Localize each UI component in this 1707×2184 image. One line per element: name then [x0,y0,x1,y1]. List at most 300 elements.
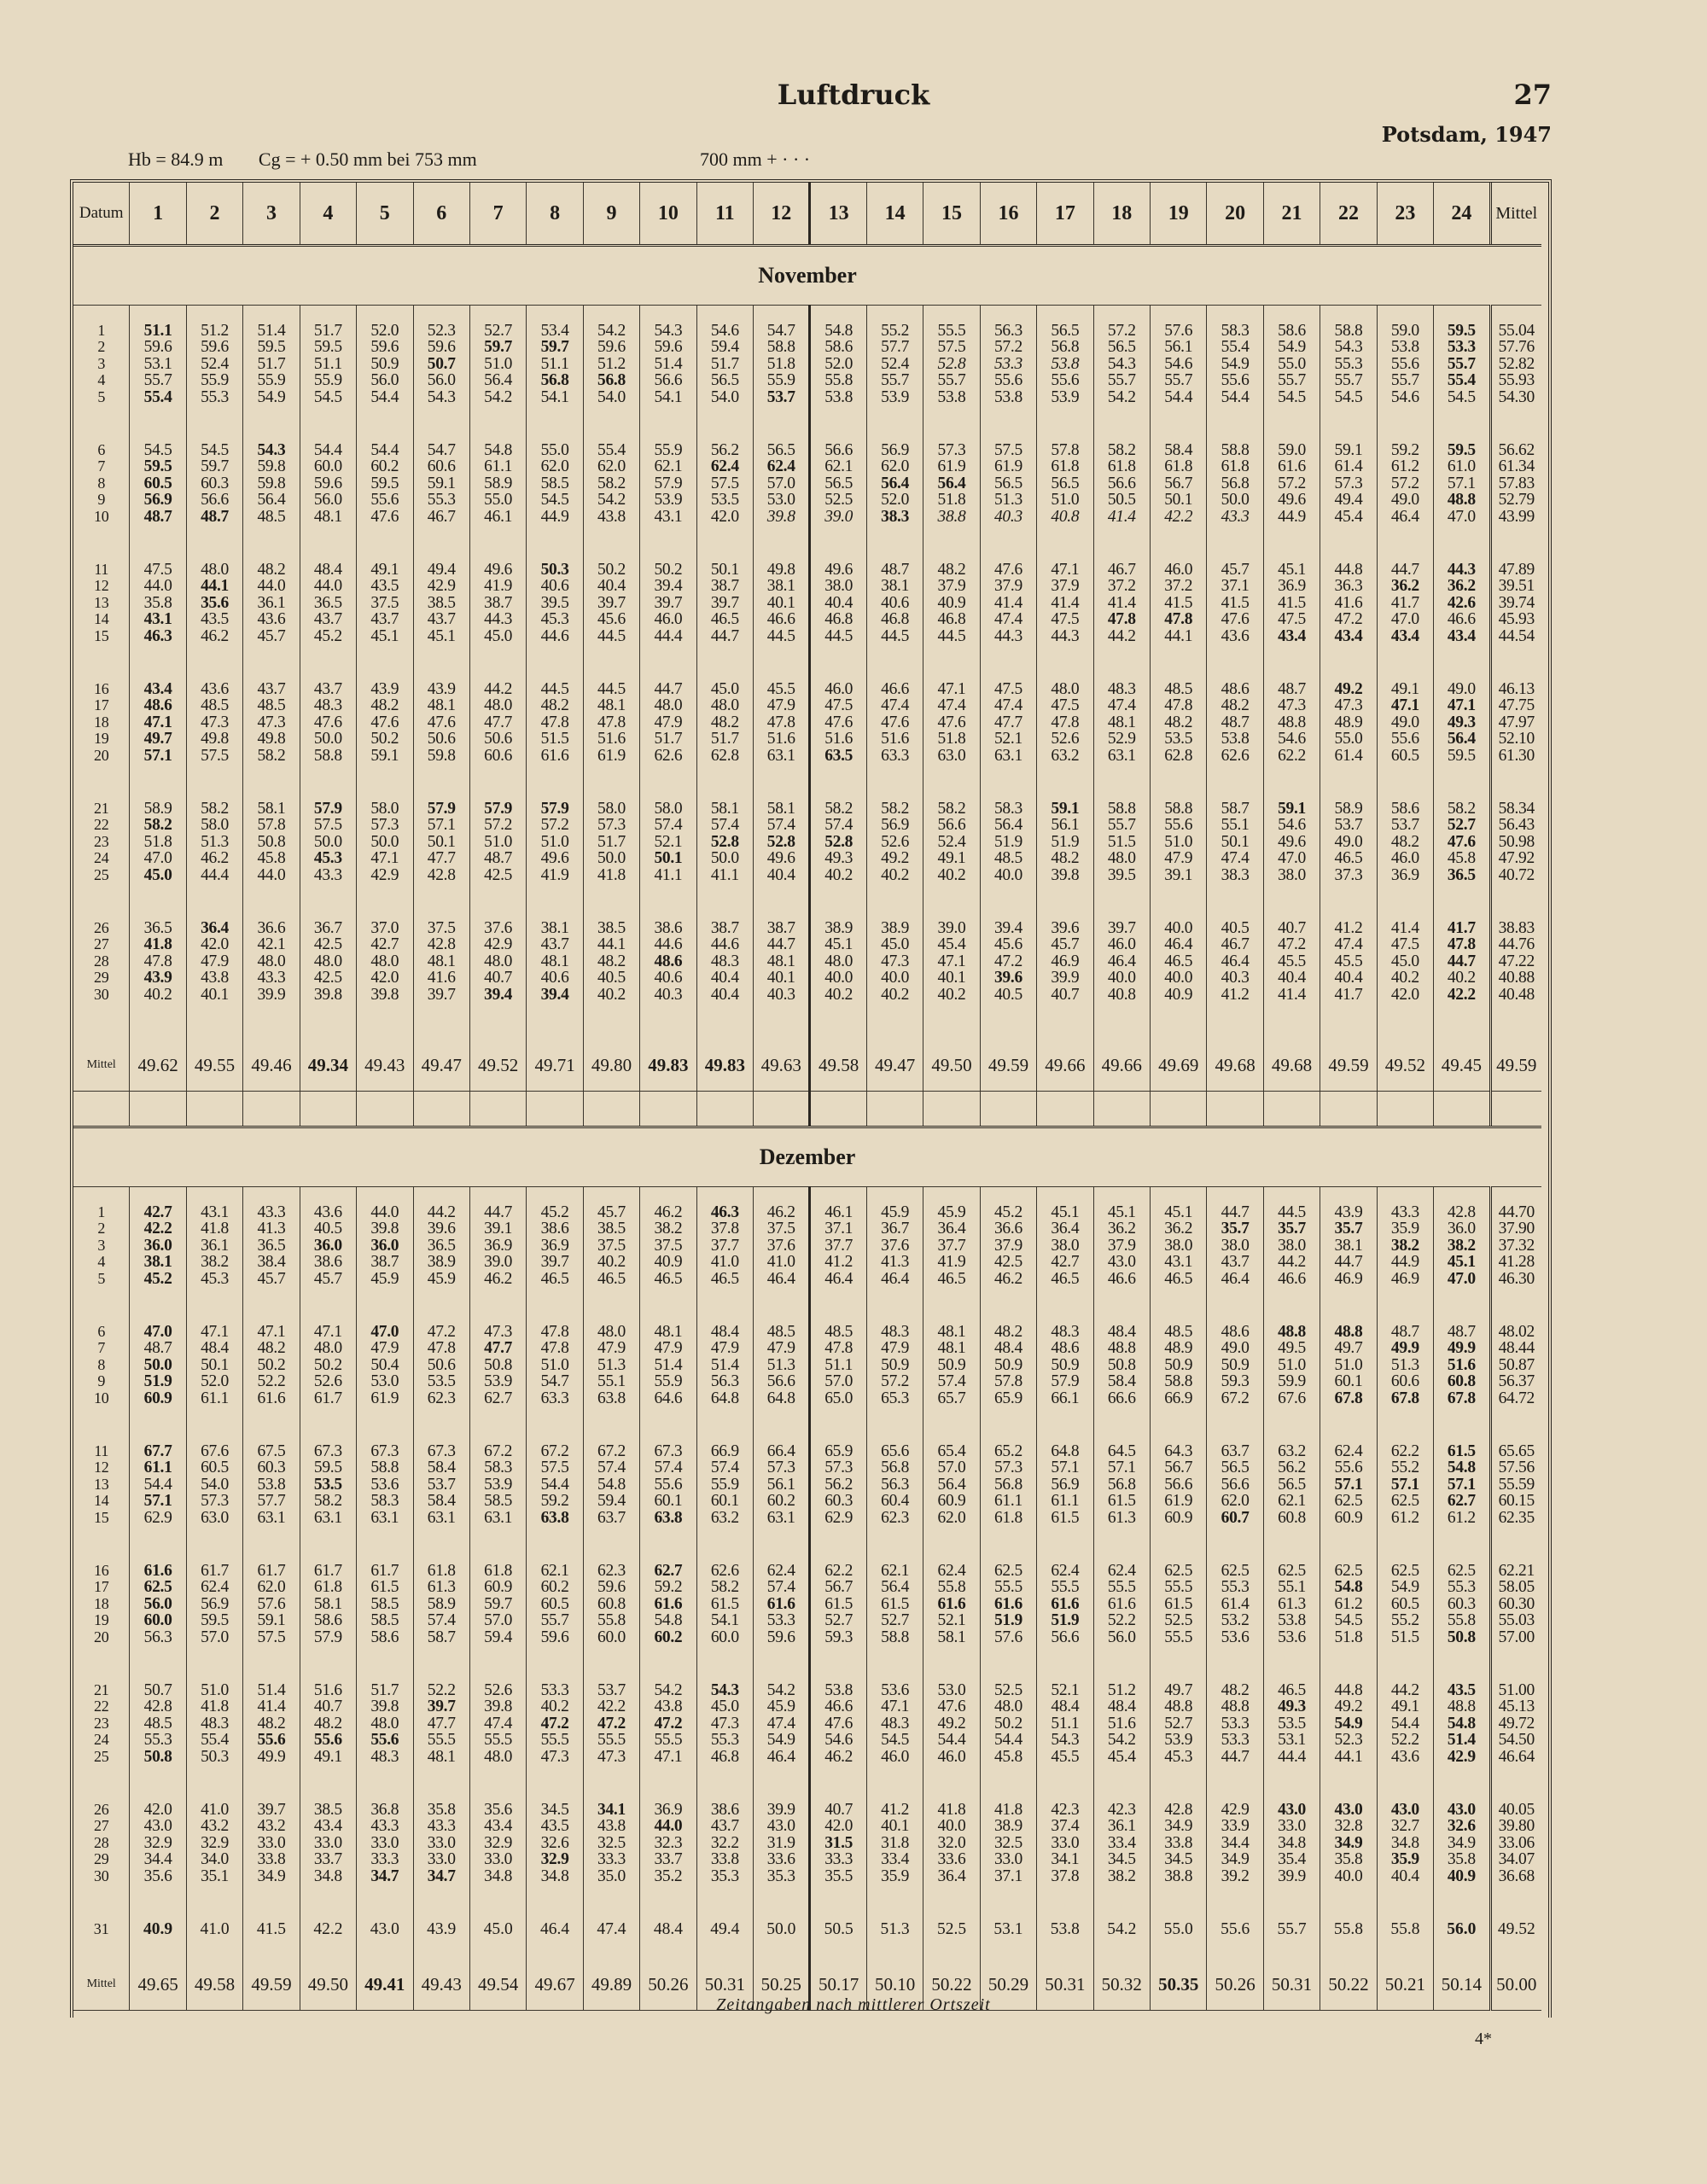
day-number: 6 [97,441,106,458]
hourly-value-cell [923,323,980,442]
daily-mean: 39.80 [1498,1817,1535,1836]
pressure-value: 34.1 [597,1801,626,1819]
hourly-value-cell [754,920,810,1040]
pressure-value: 54.1 [540,387,569,406]
pressure-value: 40.0 [1334,1867,1363,1885]
pressure-value: 43.2 [201,1817,229,1836]
pressure-value: 47.2 [993,952,1022,970]
pressure-value: 55.8 [597,1611,626,1630]
day-numbers [73,920,130,1040]
pressure-value: 43.7 [540,935,569,954]
pressure-value: 43.0 [1334,1801,1363,1819]
pressure-value: 57.3 [370,816,399,835]
pressure-value: 41.2 [881,1801,910,1819]
pressure-value: 50.2 [257,1355,286,1374]
pressure-value: 53.3 [766,1611,795,1630]
pressure-value: 43.6 [257,610,286,629]
pressure-value: 49.6 [1278,832,1307,851]
pressure-value: 62.4 [201,1578,229,1597]
spacer-cell [583,306,639,323]
daily-mean: 62.35 [1498,1508,1535,1527]
pressure-value: 49.3 [1278,1698,1307,1716]
pressure-value: 52.8 [710,832,739,851]
pressure-value: 56.5 [710,371,739,390]
pressure-value: 43.0 [1107,1253,1136,1272]
pressure-value: 65.3 [881,1389,910,1407]
spacer-cell [1263,1187,1320,1205]
spacer-cell [1377,306,1433,323]
pressure-value: 56.6 [201,491,229,510]
spacer-cell [980,1187,1036,1205]
pressure-value: 40.1 [937,969,966,987]
pressure-value: 46.0 [1390,849,1419,868]
pressure-value: 57.1 [1051,1459,1080,1477]
spacer-cell [754,1092,810,1127]
pressure-value: 66.6 [1107,1389,1136,1407]
spacer-cell [1434,1187,1490,1205]
spacer-cell [186,1092,242,1127]
pressure-value: 51.0 [484,832,513,851]
pressure-value: 40.2 [1447,969,1476,987]
hourly-value-cell [640,1802,696,1921]
pressure-value: 44.5 [766,626,795,645]
pressure-value: 45.8 [257,849,286,868]
pressure-value: 37.4 [1051,1817,1080,1836]
hourly-value-cell [1151,1802,1207,1921]
pressure-value: 46.2 [201,849,229,868]
pressure-value: 53.3 [1221,1731,1250,1750]
pressure-value: 47.6 [427,713,456,731]
pressure-value: 51.4 [1447,1731,1476,1750]
spacer-cell [866,1187,923,1205]
pressure-value: 59.6 [597,338,626,357]
hourly-value-cell [1263,801,1320,920]
pressure-value: 56.8 [597,371,626,390]
pressure-value: 50.1 [654,849,683,868]
hourly-value-cell [810,562,866,681]
pressure-value: 56.2 [710,441,739,459]
pressure-value: 43.3 [1390,1203,1419,1221]
hourly-mean: 49.63 [754,1040,810,1092]
hourly-value-cell [186,801,242,920]
pressure-value: 62.9 [143,1508,172,1527]
pressure-value: 39.7 [654,593,683,612]
daily-mean: 52.82 [1498,354,1535,373]
pressure-value: 55.6 [1221,1920,1250,1938]
pressure-value: 58.6 [313,1611,342,1630]
pressure-value: 48.7 [1390,1323,1419,1341]
pressure-value: 55.7 [1164,371,1193,390]
pressure-value: 46.5 [937,1269,966,1288]
hourly-mean: 49.55 [186,1040,242,1092]
pressure-value: 57.3 [824,1459,854,1477]
pressure-value: 41.8 [143,935,172,954]
pressure-value: 33.0 [1051,1833,1080,1852]
pressure-value: 45.1 [1278,561,1307,579]
pressure-value: 58.1 [313,1594,342,1613]
hourly-value-cell [413,1324,469,1443]
spacer-cell [527,1092,583,1127]
pressure-value: 64.8 [766,1389,795,1407]
pressure-value: 48.7 [881,561,910,579]
pressure-value: 57.1 [143,746,172,765]
hourly-value-cell [923,801,980,920]
pressure-value: 60.2 [540,1578,569,1597]
pressure-value: 36.4 [201,919,229,937]
hourly-value-cell [754,1443,810,1563]
pressure-value: 47.8 [1164,696,1193,715]
pressure-value: 43.4 [313,1817,342,1836]
hourly-value-cell [527,323,583,442]
pressure-value: 61.6 [257,1389,286,1407]
hourly-value-cell [1037,1921,1093,1959]
pressure-value: 48.7 [143,1339,172,1358]
daily-mean: 55.03 [1498,1611,1535,1630]
pressure-value: 47.6 [370,713,399,731]
pressure-value: 48.2 [257,1714,286,1733]
pressure-value: 45.3 [540,610,569,629]
pressure-value: 42.2 [1164,507,1193,526]
day-number: 4 [97,371,106,389]
pressure-value: 56.0 [143,1594,172,1613]
spacer-cell [696,1092,753,1127]
daily-mean: 39.74 [1498,593,1535,612]
pressure-value: 43.4 [1390,626,1419,645]
hourly-value-cell [754,681,810,801]
pressure-value: 45.0 [484,626,513,645]
pressure-value: 61.5 [1107,1492,1136,1511]
hourly-value-cell [980,801,1036,920]
hour-header: 11 [696,183,753,246]
pressure-value: 40.2 [881,865,910,884]
pressure-value: 57.0 [937,1459,966,1477]
pressure-value: 60.9 [143,1389,172,1407]
pressure-value: 57.9 [427,800,456,818]
hourly-mean: 49.50 [300,1959,356,2011]
pressure-value: 54.7 [766,322,795,340]
pressure-value: 41.8 [201,1698,229,1716]
pressure-value: 48.0 [313,1339,342,1358]
daily-mean: 54.50 [1498,1731,1535,1750]
pressure-value: 48.4 [653,1920,683,1938]
pressure-value: 51.0 [540,832,569,851]
pressure-value: 47.4 [1334,935,1363,954]
pressure-value: 38.9 [427,1253,456,1272]
pressure-value: 32.5 [993,1833,1022,1852]
pressure-value: 53.1 [993,1920,1023,1938]
pressure-value: 32.0 [937,1833,966,1852]
hour-header: 21 [1263,183,1320,246]
pressure-value: 41.3 [881,1253,910,1272]
pressure-value: 58.9 [484,474,513,492]
pressure-value: 55.8 [1333,1920,1364,1938]
pressure-value: 57.4 [710,816,739,835]
daily-mean: 48.02 [1498,1323,1535,1341]
hour-header: 8 [527,183,583,246]
hourly-value-cell [866,1324,923,1443]
pressure-value: 56.6 [824,441,854,459]
pressure-value: 59.2 [654,1578,683,1597]
hourly-value-cell [923,1563,980,1682]
pressure-value: 31.5 [824,1833,854,1852]
hourly-value-cell [243,1443,300,1563]
hourly-mean: 50.26 [640,1959,696,2011]
pressure-value: 36.2 [1164,1220,1193,1238]
pressure-value: 47.1 [201,1323,229,1341]
spacer-cell [640,306,696,323]
hourly-value-cell [1377,1682,1433,1802]
pressure-value: 47.1 [937,680,966,698]
pressure-value: 45.9 [766,1698,795,1716]
pressure-value: 38.8 [937,507,966,526]
pressure-value: 56.9 [143,491,172,510]
pressure-value: 44.1 [1334,1747,1363,1766]
daily-mean: 45.93 [1498,610,1535,629]
pressure-value: 51.7 [370,1681,399,1699]
pressure-value: 50.7 [143,1681,172,1699]
pressure-value: 47.1 [654,1747,683,1766]
hour-header: 5 [357,183,413,246]
pressure-value: 62.0 [1221,1492,1250,1511]
pressure-value: 40.2 [1390,969,1419,987]
hourly-value-cell [866,323,923,442]
pressure-value: 56.6 [1164,1475,1193,1494]
pressure-value: 50.5 [1107,491,1136,510]
hourly-value-cell [469,1921,526,1959]
pressure-value: 32.2 [710,1833,739,1852]
pressure-value: 48.2 [1221,1681,1250,1699]
pressure-value: 46.0 [1107,935,1136,954]
spacer-cell [357,306,413,323]
pressure-value: 42.7 [143,1203,172,1221]
pressure-value: 57.0 [824,1372,854,1391]
hourly-value-cell [923,681,980,801]
pressure-value: 60.0 [313,457,342,476]
pressure-value: 58.2 [201,800,229,818]
daily-mean: 58.34 [1498,800,1535,818]
pressure-value: 46.6 [824,1698,854,1716]
pressure-value: 55.9 [710,1475,739,1494]
daily-mean: 37.90 [1498,1220,1535,1238]
pressure-value: 56.7 [1164,1459,1193,1477]
pressure-value: 38.6 [313,1253,342,1272]
pressure-value: 39.7 [427,1698,456,1716]
pressure-value: 49.0 [1447,680,1476,698]
hourly-value-cell [696,1443,753,1563]
pressure-value: 50.9 [370,354,399,373]
pressure-value: 51.8 [937,491,966,510]
pressure-value: 40.7 [1051,985,1080,1004]
hourly-value-cell [754,562,810,681]
pressure-value: 52.7 [1164,1714,1193,1733]
pressure-value: 48.1 [937,1323,966,1341]
pressure-value: 41.9 [937,1253,966,1272]
pressure-value: 55.6 [313,1731,342,1750]
day-number: 22 [94,816,109,834]
pressure-value: 44.4 [201,865,229,884]
pressure-value: 36.9 [540,1236,569,1255]
pressure-value: 53.9 [881,387,910,406]
pressure-value: 46.0 [1164,561,1193,579]
pressure-value: 62.1 [881,1562,910,1580]
hourly-value-cell [357,442,413,562]
pressure-value: 44.5 [540,680,569,698]
pressure-value: 56.5 [1107,338,1136,357]
pressure-value: 45.1 [1164,1203,1193,1221]
pressure-value: 54.5 [881,1731,910,1750]
pressure-value: 61.8 [993,1508,1022,1527]
pressure-value: 59.7 [201,457,229,476]
pressure-value: 44.0 [143,577,172,596]
hourly-value-cell [469,801,526,920]
pressure-value: 59.1 [257,1611,286,1630]
pressure-value: 55.8 [937,1578,966,1597]
pressure-value: 60.0 [143,1611,172,1630]
pressure-value: 50.2 [370,730,399,748]
pressure-value: 63.1 [1107,746,1136,765]
pressure-value: 58.4 [427,1459,456,1477]
pressure-value: 48.0 [370,1714,399,1733]
daily-mean: 46.13 [1498,680,1535,698]
pressure-value: 40.3 [654,985,683,1004]
pressure-value: 36.9 [484,1236,513,1255]
pressure-value: 42.5 [313,969,342,987]
hourly-value-cell [243,562,300,681]
daily-mean: 65.65 [1498,1442,1535,1460]
hourly-value-cell [1093,562,1150,681]
hourly-value-cell [810,1204,866,1324]
pressure-value: 45.7 [597,1203,626,1221]
hourly-value-cell [1434,1204,1490,1324]
pressure-value: 54.5 [1278,387,1307,406]
pressure-value: 34.5 [1107,1850,1136,1869]
gravity-correction: Cg = + 0.50 mm bei 753 mm [258,149,477,170]
hourly-value-cell [130,1802,186,1921]
hourly-value-cell [1320,442,1377,562]
pressure-value: 62.3 [427,1389,456,1407]
hourly-mean: 49.67 [527,1959,583,2011]
pressure-value: 49.1 [1390,1698,1419,1716]
hourly-value-cell [186,920,242,1040]
hourly-value-cell [1037,920,1093,1040]
pressure-value: 36.5 [1447,865,1476,884]
pressure-value: 54.5 [1334,1611,1363,1630]
pressure-value: 58.8 [370,1459,399,1477]
day-block-row [73,442,1541,562]
day-block-row [73,801,1541,920]
pressure-value: 55.9 [313,371,342,390]
pressure-value: 47.6 [313,713,342,731]
pressure-value: 44.5 [881,626,910,645]
hourly-value-cell [1037,442,1093,562]
day-number: 7 [97,1339,106,1357]
hourly-value-cell [300,442,356,562]
pressure-value: 36.6 [257,919,286,937]
pressure-value: 36.4 [937,1867,966,1885]
pressure-value: 48.1 [427,952,456,970]
pressure-value: 55.9 [766,371,795,390]
pressure-value: 47.8 [1107,610,1136,629]
pressure-value: 45.4 [1107,1747,1136,1766]
day-number: 9 [97,491,106,509]
pressure-value: 40.2 [597,1253,626,1272]
hourly-value-cell [413,562,469,681]
pressure-value: 46.4 [1164,935,1193,954]
hourly-value-cell [866,1682,923,1802]
pressure-value: 53.1 [143,354,172,373]
pressure-value: 51.0 [1278,1355,1307,1374]
pressure-value: 67.7 [143,1442,172,1460]
spacer-cell [583,1187,639,1205]
pressure-value: 34.8 [540,1867,569,1885]
pressure-value: 57.2 [484,816,513,835]
pressure-value: 59.3 [1221,1372,1250,1391]
hourly-value-cell [527,1443,583,1563]
pressure-value: 59.5 [143,457,172,476]
pressure-value: 33.4 [881,1850,910,1869]
pressure-value: 59.6 [654,338,683,357]
pressure-value: 61.5 [1164,1594,1193,1613]
day-number: 10 [94,1389,109,1406]
pressure-value: 54.1 [710,1611,739,1630]
pressure-value: 50.1 [201,1355,229,1374]
hourly-value-cell [754,1921,810,1959]
pressure-value: 33.0 [313,1833,342,1852]
spacer-cell [73,1187,130,1205]
pressure-value: 61.4 [1334,746,1363,765]
pressure-value: 60.3 [1447,1594,1476,1613]
pressure-value: 58.9 [1334,800,1363,818]
pressure-value: 44.4 [1278,1747,1307,1766]
pressure-value: 52.8 [824,832,854,851]
day-block-row [73,1563,1541,1682]
pressure-value: 60.3 [824,1492,854,1511]
pressure-value: 35.2 [654,1867,683,1885]
pressure-value: 38.7 [370,1253,399,1272]
pressure-value: 55.3 [143,1731,172,1750]
pressure-value: 58.4 [427,1492,456,1511]
pressure-value: 43.6 [313,1203,342,1221]
pressure-value: 37.2 [1107,577,1136,596]
pressure-value: 35.9 [1390,1850,1419,1869]
pressure-value: 47.1 [881,1698,910,1716]
day-number: 27 [94,935,109,953]
pressure-value: 34.0 [201,1850,229,1869]
pressure-value: 55.6 [654,1475,683,1494]
pressure-value: 41.0 [710,1253,739,1272]
pressure-value: 48.2 [370,696,399,715]
hourly-mean: 49.41 [357,1959,413,2011]
pressure-value: 50.3 [201,1747,229,1766]
spacer-cell [357,1092,413,1127]
hourly-value-cell [583,920,639,1040]
pressure-value: 55.0 [484,491,513,510]
hourly-value-cell [1434,801,1490,920]
pressure-value: 48.0 [654,696,683,715]
pressure-value: 45.4 [937,935,966,954]
pressure-value: 59.4 [710,338,739,357]
pressure-value: 45.3 [313,849,342,868]
pressure-value: 59.7 [540,338,569,357]
pressure-value: 38.1 [143,1253,172,1272]
pressure-value: 47.4 [937,696,966,715]
pressure-value: 47.8 [766,713,795,731]
pressure-value: 57.5 [710,474,739,492]
pressure-value: 56.4 [1447,730,1476,748]
pressure-value: 52.4 [937,832,966,851]
pressure-value: 37.0 [370,919,399,937]
hourly-value-cell [357,920,413,1040]
